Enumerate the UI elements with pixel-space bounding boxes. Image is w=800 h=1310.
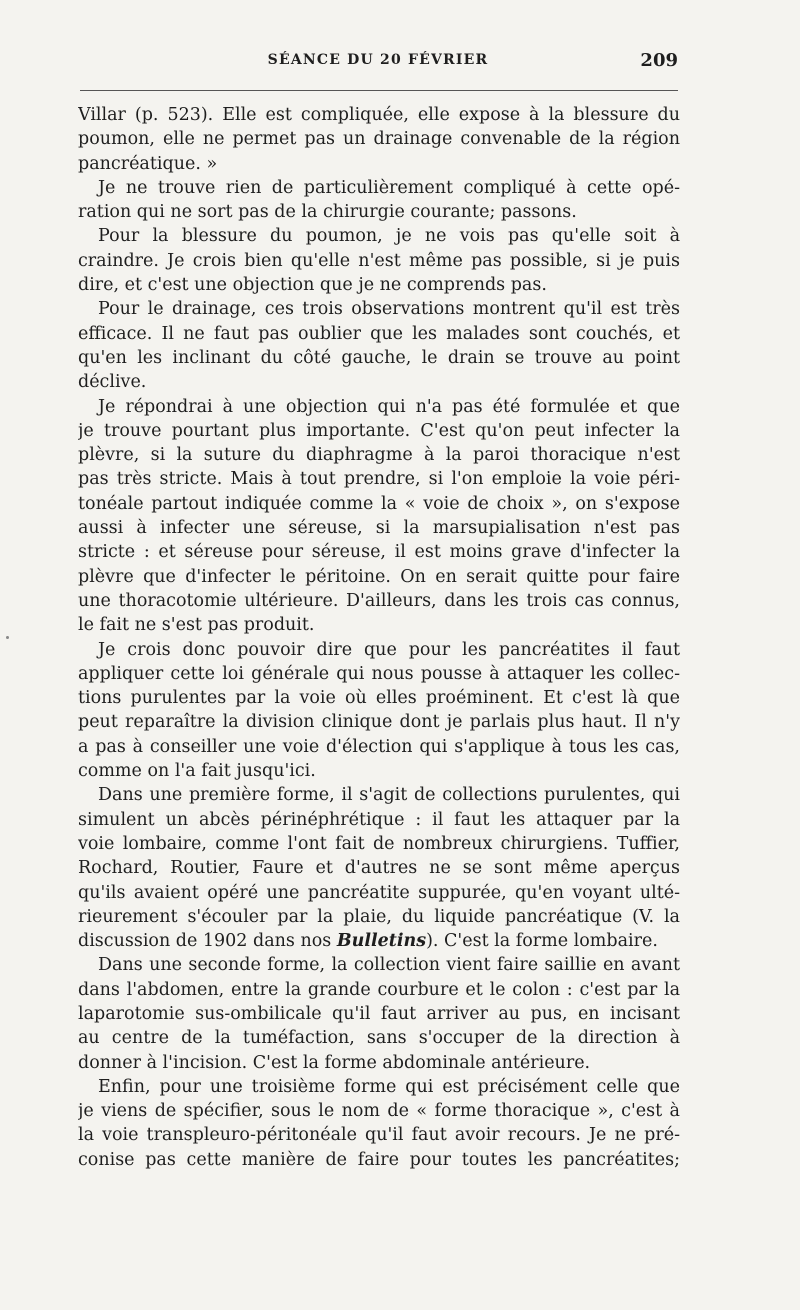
text-line: stricte : et séreuse pour séreuse, il est moins grave d'infecter la [78,542,680,563]
text-line: tonéale partout indiquée comme la « voie de choix », on s'expose [78,493,680,514]
text-line: comme on l'a fait jusqu'ici. [78,761,316,782]
body-text [78,103,680,1172]
text-line: au centre de la tuméfaction, sans s'occuper de la direction à [78,1028,680,1049]
text-line: dire, et c'est une objection que je ne comprends pas. [78,275,547,296]
text-line: craindre. Je crois bien qu'elle n'est même pas possible, si je puis [78,250,680,271]
text-line: poumon, elle ne permet pas un drainage convenable de la région [78,129,680,150]
text-line: appliquer cette loi générale qui nous pousse à attaquer les collec- [78,663,680,684]
text-line: peut reparaître la division clinique dont je parlais plus haut. Il n'y [78,712,680,733]
text-line: qu'ils avaient opéré une pancréatite suppurée, qu'en voyant ulté- [78,882,680,903]
running-title: SÉANCE DU 20 FÉVRIER [267,52,489,68]
text-line: simulent un abcès périnéphrétique : il faut les attaquer par la [78,809,680,830]
text-line: pas très stricte. Mais à tout prendre, si l'on emploie la voie péri- [78,469,680,490]
text-line: Dans une seconde forme, la collection vient faire saillie en avant [98,955,680,976]
page-number: 209 [640,50,678,71]
text-line: Dans une première forme, il s'agit de collections purulentes, qui [98,785,680,806]
text-line: rieurement s'écouler par la plaie, du liquide pancréatique (V. la [78,906,680,927]
text-line: déclive. [78,372,147,393]
text-line: a pas à conseiller une voie d'élection qui s'applique à tous les cas, [78,736,680,757]
text-line: ration qui ne sort pas de la chirurgie courante; passons. [78,202,577,223]
italic-title: Bulletins [336,931,427,952]
text-line: Enfin, pour une troisième forme qui est précisément celle que [98,1076,680,1097]
text-line: laparotomie sus-ombilicale qu'il faut arriver au pus, en incisant [78,1003,680,1024]
text-line: Je crois donc pouvoir dire que pour les pancréatites il faut [98,639,680,660]
text-line: pancréatique. » [78,153,218,174]
text-line: plèvre, si la suture du diaphragme à la paroi thoracique n'est [78,445,680,466]
text-line: Villar (p. 523). Elle est compliquée, elle expose à la blessure du [78,105,680,125]
running-head [78,50,678,72]
text-line: tions purulentes par la voie où elles proéminent. Et c'est là que [78,688,680,709]
text-line: plèvre que d'infecter le péritoine. On en serait quitte pour faire [78,566,680,587]
text-line: Je ne trouve rien de particulièrement compliqué à cette opé- [98,177,680,198]
text-line: je trouve pourtant plus importante. C'est qu'on peut infecter la [78,420,680,441]
text-line: qu'en les inclinant du côté gauche, le drain se trouve au point [78,347,680,368]
text-line-with-italic [78,929,680,953]
text-line: je viens de spécifier, sous le nom de « forme thoracique », c'est à [78,1101,680,1122]
text-line: donner à l'incision. C'est la forme abdominale antérieure. [78,1052,591,1073]
text-line: dans l'abdomen, entre la grande courbure et le colon : c'est par la [78,979,680,1000]
text-line: conise pas cette manière de faire pour toutes les pancréatites; [78,1149,680,1170]
text-line: une thoracotomie ultérieure. D'ailleurs, dans les trois cas connus, [78,590,680,611]
text-span: discussion de 1902 dans nos [78,931,337,952]
text-line: aussi à infecter une séreuse, si la marsupialisation n'est pas [78,518,680,539]
text-span: ). C'est la forme lombaire. [426,931,658,952]
text-line: Pour la blessure du poumon, je ne vois pas qu'elle soit à [98,226,680,247]
text-line: la voie transpleuro-péritonéale qu'il faut avoir recours. Je ne pré- [78,1125,680,1146]
header-rule [80,90,678,91]
text-line: Pour le drainage, ces trois observations montrent qu'il est très [98,299,680,320]
text-line: le fait ne s'est pas produit. [78,615,315,636]
text-line: voie lombaire, comme l'ont fait de nombreux chirurgiens. Tuffier, [78,833,680,854]
text-line: Rochard, Routier, Faure et d'autres ne se sont même aperçus [78,858,680,879]
text-line: Je répondrai à une objection qui n'a pas été formulée et que [98,396,680,417]
text-line: efficace. Il ne faut pas oublier que les malades sont couchés, et [78,323,680,344]
paper-speck [6,636,9,639]
